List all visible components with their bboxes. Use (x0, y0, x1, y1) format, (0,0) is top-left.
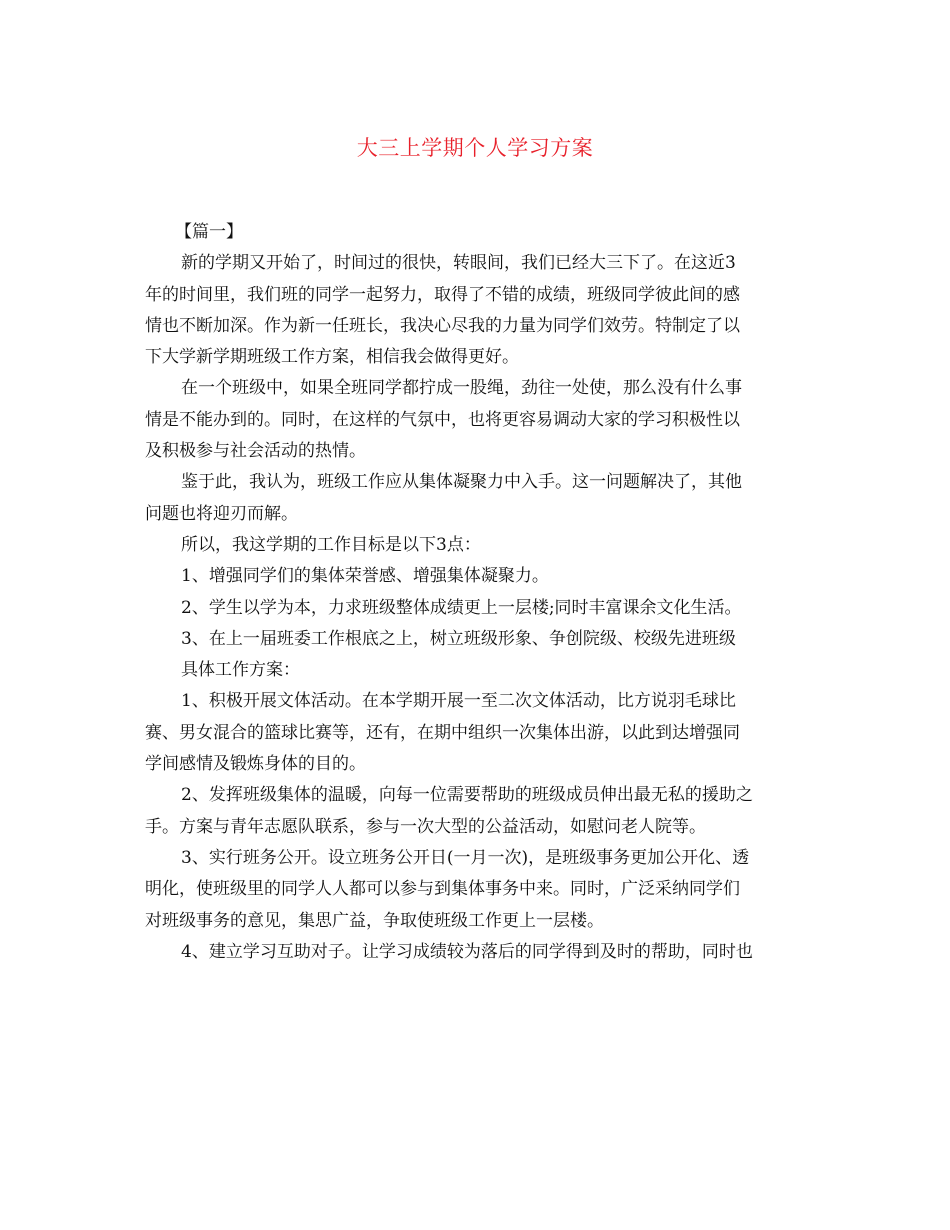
section-heading: 【篇一】 (175, 222, 243, 242)
text-line: 3、实行班务公开。设立班务公开日(一月一次)，是班级事务更加公开化、透 (181, 847, 750, 868)
text-line: 年的时间里，我们班的同学一起努力，取得了不错的成绩，班级同学彼此间的感 (145, 284, 740, 305)
text-line: 1、增强同学们的集体荣誉感、增强集体凝聚力。 (181, 566, 549, 587)
text-line: 对班级事务的意见，集思广益，争取使班级工作更上一层楼。 (145, 910, 604, 931)
text-line: 4、建立学习互助对子。让学习成绩较为落后的同学得到及时的帮助，同时也 (181, 941, 753, 962)
text-line: 问题也将迎刃而解。 (145, 503, 298, 524)
document-body (145, 217, 800, 968)
paragraph-lines (145, 248, 800, 968)
text-line: 赛、男女混合的篮球比赛等，还有，在期中组织一次集体出游，以此到达增强同 (145, 722, 740, 743)
document-title: 大三上学期个人学习方案 (356, 136, 594, 160)
text-line: 情也不断加深。作为新一任班长，我决心尽我的力量为同学们效劳。特制定了以 (145, 315, 740, 336)
text-line: 在一个班级中，如果全班同学都拧成一股绳，劲往一处使，那么没有什么事 (181, 378, 742, 399)
text-line: 学间感情及锻炼身体的目的。 (145, 754, 366, 775)
text-line: 3、在上一届班委工作根底之上，树立班级形象、争创院级、校级先进班级 (181, 628, 736, 649)
text-line: 2、发挥班级集体的温暖，向每一位需要帮助的班级成员伸出最无私的援助之 (181, 785, 753, 806)
text-line: 2、学生以学为本，力求班级整体成绩更上一层楼;同时丰富课余文化生活。 (181, 597, 742, 618)
text-line: 下大学新学期班级工作方案，相信我会做得更好。 (145, 347, 519, 368)
text-line: 及积极参与社会活动的热情。 (145, 441, 366, 462)
text-line: 所以，我这学期的工作目标是以下3点： (181, 534, 481, 555)
text-line: 手。方案与青年志愿队联系，参与一次大型的公益活动，如慰问老人院等。 (145, 816, 706, 837)
text-line: 情是不能办到的。同时，在这样的气氛中，也将更容易调动大家的学习积极性以 (145, 409, 740, 430)
text-line: 1、积极开展文体活动。在本学期开展一至二次文体活动，比方说羽毛球比 (181, 691, 736, 712)
text-line: 新的学期又开始了，时间过的很快，转眼间，我们已经大三下了。在这近3 (181, 253, 736, 274)
text-line: 鉴于此，我认为，班级工作应从集体凝聚力中入手。这一问题解决了，其他 (181, 472, 742, 493)
text-line: 明化，使班级里的同学人人都可以参与到集体事务中来。同时，广泛采纳同学们 (145, 879, 740, 900)
text-line: 具体工作方案： (181, 660, 300, 681)
